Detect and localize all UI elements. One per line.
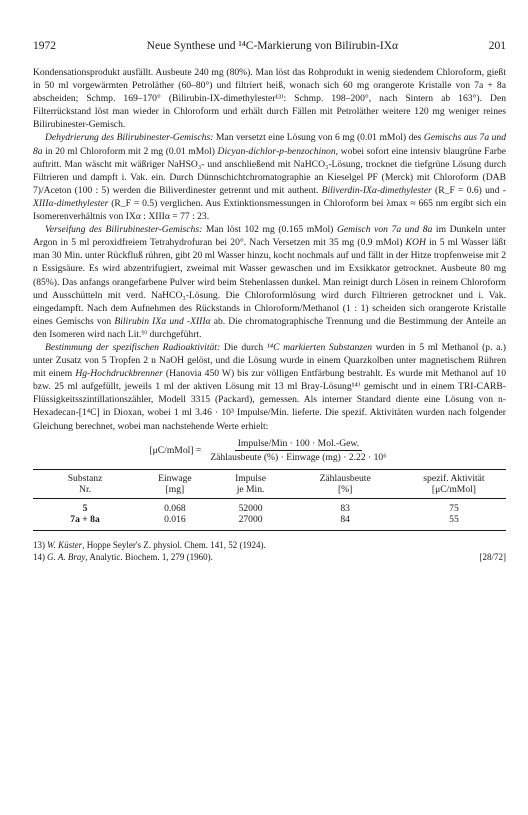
paragraph-text: (R_F = 0.6) und <box>431 184 503 196</box>
emphasized-text: KOH <box>405 237 426 249</box>
table-row <box>33 514 506 531</box>
body-paragraph <box>33 223 506 341</box>
paragraph-text: Kondensationsprodukt ausfällt. Ausbeute 240 mg (80%). Man löst das Rohprodukt in wenig siedendem Chloroform, gießt in 50 ml vorgewärmten Petroläther (60–80°) und filtriert heiß, wonach sich 60 mg orangerote Kristalle von 7a + 8a abscheiden; Schmp. 169–170° (Bilirubin-IX-dimethylester¹³⁾: Schmp. 198–200°, nach Sintern ab 163°). Den Filterrückstand löst man wieder in Chloroform und erhält durch Fällen mit Petroläther weitere 120 mg weniger reines Bilirubinester-Gemisch. <box>33 67 506 131</box>
emphasized-text: Gemisch von 7a und 8a <box>336 224 433 236</box>
paragraph-text: im Dunkeln unter Argon in 5 ml peroxidfreiem Tetrahydrofuran bei 20°. Nach Versetzen mit 35 mg (0.9 mMol) <box>33 224 507 249</box>
paragraph-text: ab. Die chromatographische Trennung und die Bestimmung der Anteile an den Isomeren wird nach Lit.⁹⁾ durchgeführt. <box>33 315 506 340</box>
table-header-row-units <box>33 484 506 499</box>
paragraph-text: in 5 ml Wasser läßt man 30 Min. unter Rückfluß rühren, gibt 20 ml Wasser hinzu, kocht nochmals auf und fällt in der Hitze tropfenweise mit 2 n Essigsäure. Es wird abzentrifugiert, zweimal mit Wasser gewaschen und im Exsikkator getrocknet. Ausbeute 80 mg (85%). Das anfangs orangefarbene Pulver wird beim Stehenlassen dunkel. Man reinigt durch Lösen in reinem Chloroform und Ausschütteln mit verd. NaHCO₃-Lösung. Die Chloroformlösung wird durch Filtrieren getrocknet und i. Vak. eingedampft. Nach dem Aufnehmen des Rückstands in Chloroform/Methanol (1 : 1) scheiden sich orangerote Kristalle eines Gemischs von <box>33 237 507 327</box>
col-header-einwage: Einwage <box>137 469 213 484</box>
document-page <box>33 40 506 563</box>
footnote-body <box>47 539 266 551</box>
cell-aktivitaet: 55 <box>402 514 506 531</box>
footnote-code: [28/72] <box>479 551 506 562</box>
col-header-zaehlausbeute: Zählausbeute <box>288 469 402 484</box>
col-unit-zaehlausbeute: [%] <box>288 484 402 499</box>
activity-formula <box>33 438 506 463</box>
cell-zaehlausbeute: 84 <box>288 514 402 531</box>
footnote <box>33 551 506 563</box>
cell-substanz: 7a + 8a <box>33 514 137 531</box>
footnote-body <box>47 551 213 563</box>
col-header-impulse: Impulse <box>213 469 289 484</box>
paragraph-text: in 20 ml Chloroform mit 2 mg (0.01 mMol) <box>42 145 218 157</box>
formula-denominator: Zählausbeute (%) · Einwage (mg) · 2.22 · 10⁶ <box>210 451 387 463</box>
page-number: 201 <box>488 40 506 52</box>
footnote-citation: , Analytic. Biochem. 1, 279 (1960). <box>85 551 213 562</box>
body-paragraph <box>33 341 506 433</box>
emphasized-text: Verseifung des Bilirubinester-Gemischs: <box>45 224 203 236</box>
paragraph-text: , wobei sofort eine intensiv blaugrüne Farbe auftritt. Man wäscht mit wäßriger NaHSO₃- und anschließend mit NaHCO₃-Lösung, trocknet die tiefgrüne Lösung durch Filtrieren und dampft i. Vak. ein. Durch Dünnschichtchromatographie an Kieselgel PF (Merck) mit Chloroform (DAB 7)/Aceton (100 : 5) werden die Biliverdinester getrennt und mit authent. <box>33 145 507 196</box>
header-title: Neue Synthese und ¹⁴C-Markierung von Bilirubin-IXα <box>146 40 399 52</box>
emphasized-text: Gemischs aus 7a und 8a <box>33 132 507 157</box>
formula-numerator: Impulse/Min · 100 · Mol.-Gew. <box>235 438 362 451</box>
emphasized-text: Dicyan-dichlor-p-benzochinon <box>217 145 336 157</box>
col-header-aktivitaet: spezif. Aktivität <box>402 469 506 484</box>
header-year: 1972 <box>33 40 56 52</box>
cell-aktivitaet: 75 <box>449 502 459 514</box>
cell-einwage: 0.016 <box>137 514 213 531</box>
running-header <box>33 40 506 52</box>
footnotes <box>33 539 506 563</box>
cell-substanz: 5 <box>82 502 88 514</box>
cell-einwage: 0.068 <box>164 502 186 514</box>
table-header-row <box>33 469 506 484</box>
cell-zaehlausbeute: 83 <box>340 502 350 514</box>
body-text <box>33 66 506 433</box>
emphasized-text: Bilirubin IXα und -XIIIα <box>114 315 211 327</box>
col-unit-aktivitaet: [μC/mMol] <box>402 484 506 499</box>
col-unit-impulse: je Min. <box>213 484 289 499</box>
paragraph-text: Man versetzt eine Lösung von 6 mg (0.01 mMol) des <box>213 132 424 144</box>
emphasized-text: -XIIIα-dimethylester <box>33 184 506 209</box>
col-unit-substanz: Nr. <box>33 484 137 499</box>
cell-impulse: 52000 <box>238 502 263 514</box>
paragraph-text: Die durch <box>220 341 267 353</box>
formula-lhs: [μC/mMol] = <box>149 444 202 456</box>
emphasized-text: Dehydrierung des Bilirubinester-Gemischs: <box>45 132 214 144</box>
cell-impulse: 27000 <box>213 514 289 531</box>
footnote-citation: , Hoppe Seyler's Z. physiol. Chem. 141, 52 (1924). <box>82 539 266 550</box>
paragraph-text: (R_F = 0.5) verglichen. Aus Extinktionsmessungen in Chloroform bei λmax ≈ 665 nm ergibt sich ein Isomerenverhältnis von IXα : XIIIα = 77 : 23. <box>33 197 506 223</box>
emphasized-text: Hg-Hochdruckbrenner <box>75 368 163 380</box>
col-unit-einwage: [mg] <box>137 484 213 499</box>
footnote-number: 14) <box>33 551 45 562</box>
results-table <box>33 469 506 531</box>
emphasized-text: ¹⁴C markierten Substanzen <box>266 341 373 353</box>
formula-fraction <box>207 438 389 463</box>
body-paragraph <box>33 66 506 131</box>
emphasized-text: Bestimmung der spezifischen Radioaktivität: <box>45 341 221 353</box>
paragraph-text: (Hanovia 450 W) bis zur völligen Entfärbung bestrahlt. Es wurde mit Methanol auf 10 bzw. 25 ml aufgefüllt, jeweils 1 ml der aktiven Lösung mit 13 ml Bray-Lösung¹⁴⁾ gemischt und in einem TRI-CARB-Flüssigkeitsszintillationszähler, Modell 3315 (Packard), gemessen. Als interner Standard diente eine Lösung von n-Hexadecan-[1⁴C] in Dioxan, wobei 1 ml 3.46 · 10³ Impulse/Min. lieferte. Die spezif. Aktivitäten wurden nach folgender Gleichung berechnet, wobei man nachstehende Werte erhielt: <box>33 368 506 432</box>
table-row <box>33 498 506 514</box>
footnote-author: G. A. Bray <box>47 551 86 562</box>
footnote <box>33 539 506 551</box>
col-header-substanz: Substanz <box>33 469 137 484</box>
footnote-number: 13) <box>33 539 45 550</box>
body-paragraph <box>33 131 506 223</box>
emphasized-text: Biliverdin-IXα-dimethylester <box>321 184 432 196</box>
paragraph-text: wurden in 5 ml Methanol (p. a.) unter Zusatz von 5 Tropfen 2 n NaOH gelöst, und die Lösung wurde in einem Quarzkolben unter magnetischem Rühren mit einem <box>33 341 506 380</box>
footnote-author: W. Küster <box>47 539 83 550</box>
paragraph-text: Man löst 102 mg (0.165 mMol) <box>202 224 337 236</box>
